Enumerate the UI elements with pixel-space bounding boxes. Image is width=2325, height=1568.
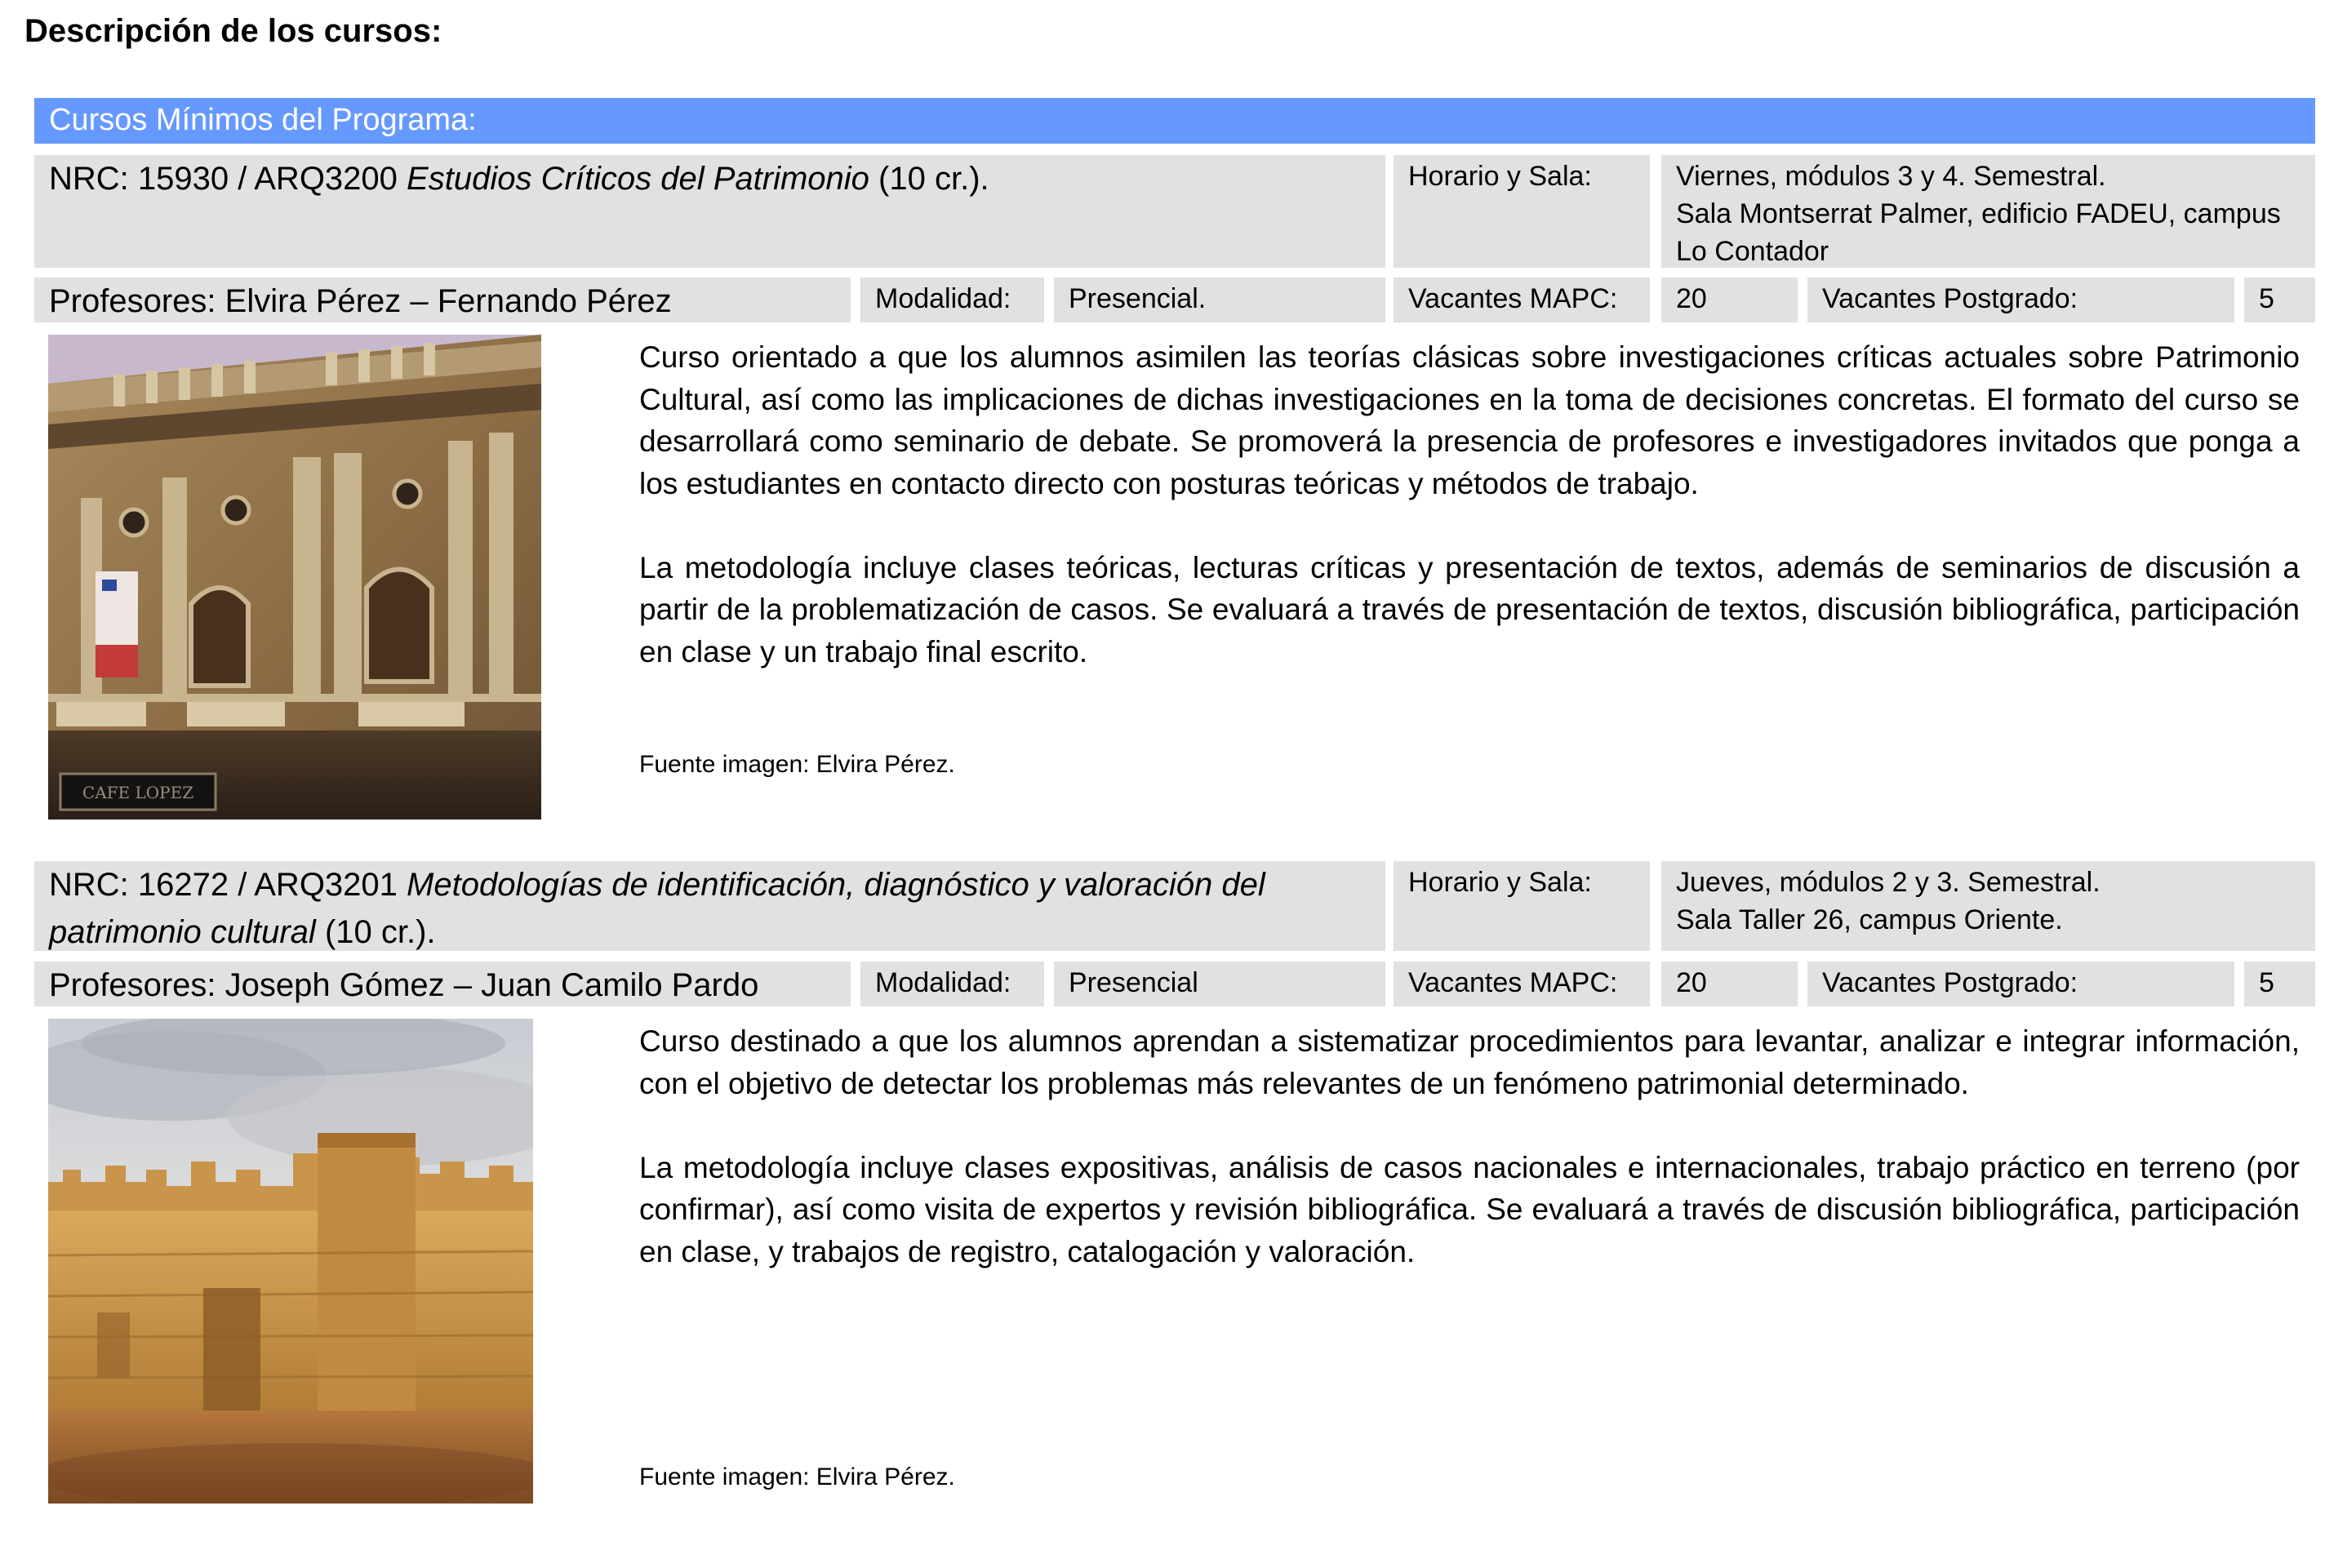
- vacancies-mapc-label: Vacantes MAPC:: [1394, 278, 1650, 322]
- section-header: Cursos Mínimos del Programa:: [34, 98, 2315, 144]
- vacancies-mapc-label: Vacantes MAPC:: [1394, 962, 1650, 1006]
- vacancies-mapc-value: 20: [1661, 278, 1798, 322]
- vacancies-postgrad-value: 5: [2244, 962, 2315, 1006]
- schedule-label: Horario y Sala:: [1394, 155, 1650, 268]
- schedule-line: Jueves, módulos 2 y 3. Semestral.: [1676, 867, 2101, 898]
- modality-label: Modalidad:: [860, 278, 1044, 322]
- course-code: NRC: 16272 / ARQ3201: [49, 867, 407, 903]
- professors: Profesores: Joseph Gómez – Juan Camilo Pardo: [34, 962, 851, 1006]
- professors: Profesores: Elvira Pérez – Fernando Pérez: [34, 278, 851, 322]
- course-description: [639, 336, 2300, 673]
- schedule-value: [1661, 861, 2315, 951]
- course-name: Estudios Críticos del Patrimonio: [407, 161, 869, 197]
- vacancies-mapc-value: 20: [1661, 962, 1798, 1006]
- description-paragraph: Curso orientado a que los alumnos asimilen las teorías clásicas sobre investigaciones críticas actuales sobre Patrimonio Cultural, así como las implicaciones de dichas investigaciones en la toma de decisiones concretas. El formato del curso se desarrollará como seminario de debate. Se promoverá la presencia de profesores e investigadores invitados que ponga a los estudiantes en contacto directo con posturas teóricas y métodos de trabajo.: [639, 340, 2300, 500]
- schedule-line: Viernes, módulos 3 y 4. Semestral.: [1676, 161, 2106, 192]
- modality-value: Presencial: [1054, 962, 1385, 1006]
- modality-value: Presencial.: [1054, 278, 1385, 322]
- course-credits: (10 cr.).: [315, 914, 436, 950]
- schedule-line: Sala Montserrat Palmer, edificio FADEU, campus: [1676, 198, 2281, 229]
- vacancies-postgrad-label: Vacantes Postgrado:: [1807, 962, 2234, 1006]
- image-source-caption: Fuente imagen: Elvira Pérez.: [639, 1464, 955, 1490]
- page-title: Descripción de los cursos:: [24, 13, 442, 49]
- course-credits: (10 cr.).: [869, 161, 989, 197]
- modality-label: Modalidad:: [860, 962, 1044, 1006]
- cafe-sign-text: CAFE LOPEZ: [82, 783, 194, 802]
- course-code: NRC: 15930 / ARQ3200: [49, 161, 407, 197]
- schedule-line: Sala Taller 26, campus Oriente.: [1676, 904, 2063, 935]
- schedule-value: [1661, 155, 2315, 268]
- building-facade-photo: [48, 335, 541, 820]
- course-title-cell: [34, 861, 1385, 951]
- image-source-caption: Fuente imagen: Elvira Pérez.: [639, 751, 955, 778]
- vacancies-postgrad-label: Vacantes Postgrado:: [1807, 278, 2234, 322]
- course-title-cell: [34, 155, 1385, 268]
- course-description: [639, 1020, 2300, 1273]
- description-paragraph: La metodología incluye clases expositivas, análisis de casos nacionales e internacionales, trabajo práctico en terreno (por confirmar), así como visita de expertos y revisión bibliográfica. Se evaluará a través de discusión bibliográfica, participación en clase, y trabajos de registro, catalogación y valoración.: [639, 1150, 2300, 1268]
- vacancies-postgrad-value: 5: [2244, 278, 2315, 322]
- course-name: Metodologías de identificación, diagnóstico y valoración del patrimonio cultural: [49, 867, 1265, 950]
- description-paragraph: La metodología incluye clases teóricas, lecturas críticas y presentación de textos, además de seminarios de discusión a partir de la problematización de casos. Se evaluará a través de presentación de textos, discusión bibliográfica, participación en clase y un trabajo final escrito.: [639, 550, 2300, 669]
- description-paragraph: Curso destinado a que los alumnos aprendan a sistematizar procedimientos para levantar, analizar e integrar información, con el objetivo de detectar los problemas más relevantes de un fenómeno patrimonial determinado.: [639, 1024, 2300, 1100]
- schedule-line: Lo Contador: [1676, 235, 1829, 267]
- schedule-label: Horario y Sala:: [1394, 861, 1650, 951]
- fortress-ruins-photo: [48, 1019, 533, 1504]
